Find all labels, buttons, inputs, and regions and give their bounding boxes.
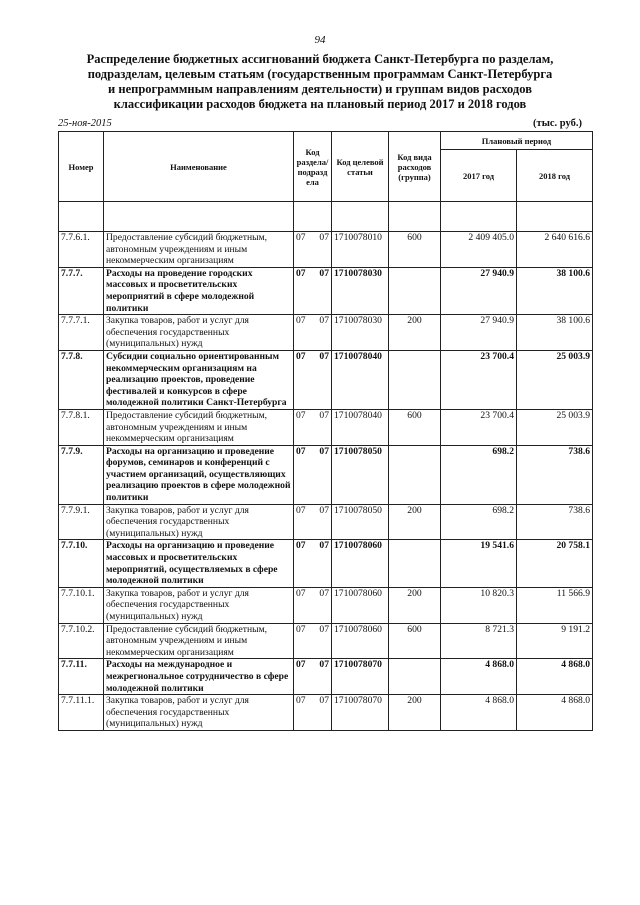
budget-table [58, 131, 593, 731]
row-vid: 600 [389, 409, 441, 445]
row-podrazdel-code: 07 [319, 659, 329, 671]
row-article: 1710078060 [332, 623, 389, 659]
row-article: 1710078030 [332, 267, 389, 314]
row-razdel [294, 540, 332, 587]
row-2017: 8 721.3 [441, 623, 517, 659]
row-2018: 25 003.9 [517, 350, 593, 409]
row-name: Предоставление субсидий бюджетным, автономным учреждениям и иным некоммерческим организациям [104, 409, 294, 445]
row-razdel [294, 232, 332, 268]
document-date: 25-ноя-2015 [58, 118, 112, 129]
row-2017: 10 820.3 [441, 587, 517, 623]
row-razdel-code: 07 [296, 232, 306, 243]
row-name: Расходы на проведение городских массовых и просветительских мероприятий в сфере молодежной политики [104, 267, 294, 314]
row-2018: 38 100.6 [517, 267, 593, 314]
row-2018: 738.6 [517, 504, 593, 540]
row-number: 7.7.11.1. [59, 695, 104, 731]
row-number: 7.7.10. [59, 540, 104, 587]
header-vid: Код вида расходов (группа) [389, 132, 441, 202]
row-vid: 200 [389, 315, 441, 351]
table-row [59, 267, 593, 314]
row-name: Предоставление субсидий бюджетным, автономным учреждениям и иным некоммерческим организациям [104, 623, 294, 659]
spacer-row [59, 202, 593, 232]
row-number: 7.7.8.1. [59, 409, 104, 445]
row-number: 7.7.6.1. [59, 232, 104, 268]
row-2018: 4 868.0 [517, 695, 593, 731]
row-2017: 23 700.4 [441, 350, 517, 409]
table-row [59, 540, 593, 587]
units-label: (тыс. руб.) [533, 118, 582, 129]
row-razdel [294, 409, 332, 445]
row-2018: 9 191.2 [517, 623, 593, 659]
row-name: Субсидии социально ориентированным некоммерческим организациям на реализацию проектов, проведение фестивалей и конкурсов в сфере молодежной политики Санкт-Петербурга [104, 350, 294, 409]
header-article: Код целевой статьи [332, 132, 389, 202]
row-number: 7.7.9. [59, 445, 104, 504]
row-podrazdel-code: 07 [319, 623, 329, 635]
table-row [59, 445, 593, 504]
row-razdel-code: 07 [296, 623, 306, 635]
row-vid: 600 [389, 623, 441, 659]
row-number: 7.7.9.1. [59, 504, 104, 540]
row-2018: 2 640 616.6 [517, 232, 593, 268]
row-razdel [294, 659, 332, 695]
table-row [59, 315, 593, 351]
row-2017: 4 868.0 [441, 659, 517, 695]
table-body [59, 202, 593, 731]
row-2017: 27 940.9 [441, 267, 517, 314]
table-row [59, 350, 593, 409]
row-2018: 4 868.0 [517, 659, 593, 695]
row-article: 1710078070 [332, 659, 389, 695]
row-name: Предоставление субсидий бюджетным, автономным учреждениям и иным некоммерческим организациям [104, 232, 294, 268]
table-row [59, 587, 593, 623]
row-number: 7.7.8. [59, 350, 104, 409]
title-line: классификации расходов бюджета на плановый период 2017 и 2018 годов [113, 97, 527, 111]
row-vid [389, 350, 441, 409]
row-number: 7.7.10.2. [59, 623, 104, 659]
row-razdel-code: 07 [296, 587, 306, 599]
table-row [59, 232, 593, 268]
row-2018: 38 100.6 [517, 315, 593, 351]
row-number: 7.7.7.1. [59, 315, 104, 351]
title-line: и непрограммным направлениям деятельности) и группам видов расходов [108, 82, 532, 96]
row-podrazdel-code: 07 [319, 350, 329, 362]
row-name: Расходы на организацию и проведение форумов, семинаров и конференций с участием организаций, осуществляющих реализацию проектов в сфере молодежной политики [104, 445, 294, 504]
row-razdel [294, 504, 332, 540]
row-podrazdel-code: 07 [319, 540, 329, 552]
row-2017: 27 940.9 [441, 315, 517, 351]
row-razdel [294, 695, 332, 731]
row-2017: 698.2 [441, 504, 517, 540]
row-2018: 25 003.9 [517, 409, 593, 445]
row-razdel [294, 587, 332, 623]
title-line: Распределение бюджетных ассигнований бюджета Санкт-Петербурга по разделам, [86, 52, 554, 66]
row-razdel [294, 350, 332, 409]
row-razdel-code: 07 [296, 659, 306, 671]
row-article: 1710078050 [332, 504, 389, 540]
row-razdel [294, 267, 332, 314]
row-razdel-code: 07 [296, 350, 306, 362]
row-vid [389, 540, 441, 587]
header-number: Номер [59, 132, 104, 202]
table-row [59, 695, 593, 731]
table-row [59, 409, 593, 445]
row-name: Расходы на организацию и проведение массовых и просветительских мероприятий, осуществляемых в сфере молодежной политики [104, 540, 294, 587]
row-podrazdel-code: 07 [319, 232, 329, 243]
row-razdel [294, 623, 332, 659]
row-number: 7.7.10.1. [59, 587, 104, 623]
row-vid [389, 445, 441, 504]
row-vid: 600 [389, 232, 441, 268]
row-vid: 200 [389, 695, 441, 731]
row-2018: 20 758.1 [517, 540, 593, 587]
row-razdel-code: 07 [296, 504, 306, 516]
row-vid: 200 [389, 504, 441, 540]
row-razdel-code: 07 [296, 315, 306, 327]
row-article: 1710078060 [332, 587, 389, 623]
row-name: Расходы на международное и межрегиональное сотрудничество в сфере молодежной политики [104, 659, 294, 695]
row-article: 1710078010 [332, 232, 389, 268]
row-podrazdel-code: 07 [319, 315, 329, 327]
row-razdel-code: 07 [296, 267, 306, 279]
row-name: Закупка товаров, работ и услуг для обеспечения государственных (муниципальных) нужд [104, 695, 294, 731]
row-podrazdel-code: 07 [319, 695, 329, 707]
row-razdel-code: 07 [296, 409, 306, 421]
row-article: 1710078040 [332, 409, 389, 445]
header-razdel: Код раздела/ подразд ела [294, 132, 332, 202]
row-razdel [294, 315, 332, 351]
row-podrazdel-code: 07 [319, 445, 329, 457]
row-article: 1710078070 [332, 695, 389, 731]
header-2017: 2017 год [441, 150, 517, 202]
row-podrazdel-code: 07 [319, 587, 329, 599]
table-row [59, 659, 593, 695]
row-2017: 698.2 [441, 445, 517, 504]
row-razdel [294, 445, 332, 504]
header-name: Наименование [104, 132, 294, 202]
row-name: Закупка товаров, работ и услуг для обеспечения государственных (муниципальных) нужд [104, 587, 294, 623]
row-podrazdel-code: 07 [319, 267, 329, 279]
row-razdel-code: 07 [296, 445, 306, 457]
header-period: Плановый период [441, 132, 593, 150]
row-2017: 2 409 405.0 [441, 232, 517, 268]
row-name: Закупка товаров, работ и услуг для обеспечения государственных (муниципальных) нужд [104, 504, 294, 540]
row-razdel-code: 07 [296, 695, 306, 707]
row-vid: 200 [389, 587, 441, 623]
row-vid [389, 267, 441, 314]
row-2017: 23 700.4 [441, 409, 517, 445]
row-article: 1710078040 [332, 350, 389, 409]
row-name: Закупка товаров, работ и услуг для обеспечения государственных (муниципальных) нужд [104, 315, 294, 351]
table-row [59, 504, 593, 540]
page-number: 94 [314, 34, 326, 46]
row-2018: 738.6 [517, 445, 593, 504]
row-vid [389, 659, 441, 695]
row-podrazdel-code: 07 [319, 504, 329, 516]
row-number: 7.7.11. [59, 659, 104, 695]
table-row [59, 623, 593, 659]
row-article: 1710078060 [332, 540, 389, 587]
row-article: 1710078030 [332, 315, 389, 351]
row-2017: 4 868.0 [441, 695, 517, 731]
row-podrazdel-code: 07 [319, 409, 329, 421]
row-article: 1710078050 [332, 445, 389, 504]
row-2018: 11 566.9 [517, 587, 593, 623]
title-line: подразделам, целевым статьям (государственным программам Санкт-Петербурга [87, 67, 553, 81]
row-number: 7.7.7. [59, 267, 104, 314]
row-2017: 19 541.6 [441, 540, 517, 587]
row-razdel-code: 07 [296, 540, 306, 552]
document-title [40, 52, 600, 112]
header-2018: 2018 год [517, 150, 593, 202]
